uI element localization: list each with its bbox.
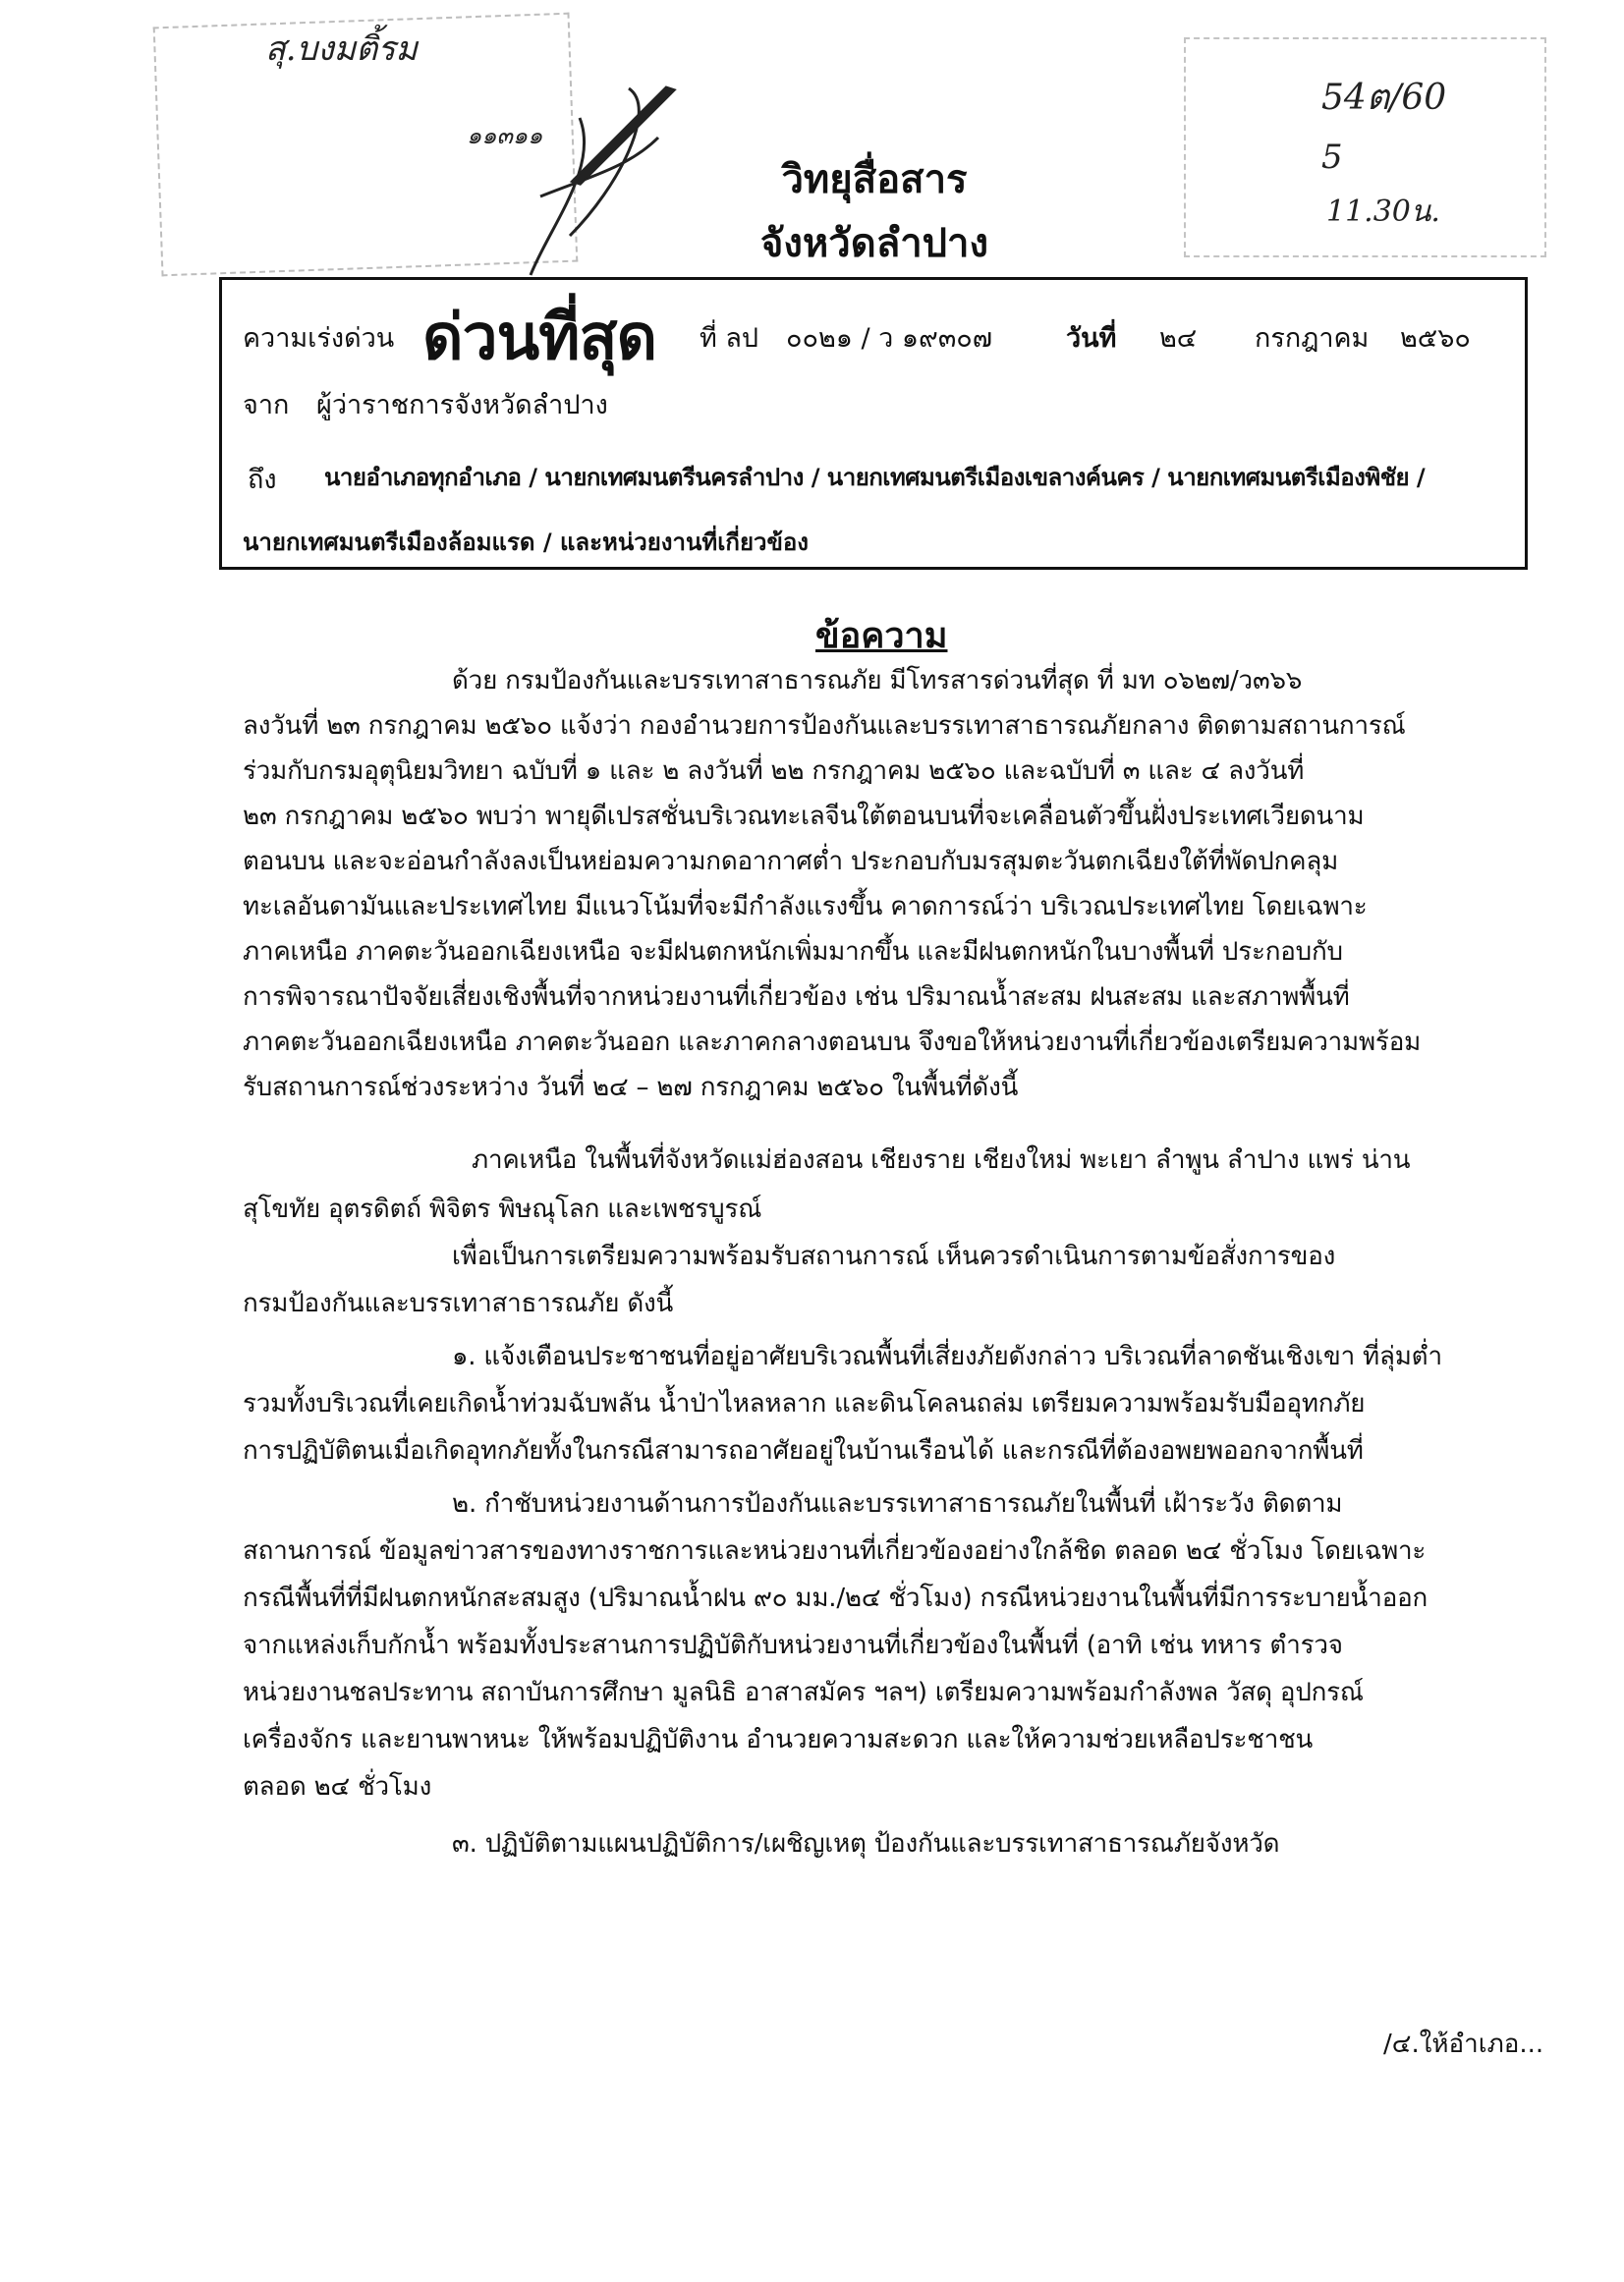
body-line: ๒๓ กรกฎาคม ๒๕๖๐ พบว่า พายุดีเปรสชั่นบริเวณทะเลจีนใต้ตอนบนที่จะเคลื่อนตัวขึ้นฝั่งประเทศเวียดนาม	[243, 802, 1365, 831]
stamp-time: 11.30น.	[1326, 195, 1440, 229]
header-radio: วิทยุสื่อสาร	[781, 157, 968, 202]
body-line: รวมทั้งบริเวณที่เคยเกิดน้ำท่วมฉับพลัน น้ำป่าไหลหลาก และดินโคลนถล่ม เตรียมความพร้อมรับมืออุทกภัย	[243, 1389, 1366, 1419]
handwritten-note: สุ.บงมติ้รม	[265, 29, 418, 69]
body-line: เพื่อเป็นการเตรียมความพร้อมรับสถานการณ์ เห็นควรดำเนินการตามข้อสั่งการของ	[452, 1242, 1336, 1271]
body-line: กรณีพื้นที่ที่มีฝนตกหนักสะสมสูง (ปริมาณน้ำฝน ๙๐ มม./๒๔ ชั่วโมง) กรณีหน่วยงานในพื้นที่มีการระบายน้ำออก	[243, 1584, 1428, 1613]
body-line: ร่วมกับกรมอุตุนิยมวิทยา ฉบับที่ ๑ และ ๒ ลงวันที่ ๒๒ กรกฎาคม ๒๕๖๐ และฉบับที่ ๓ และ ๔ ลงวันที่	[243, 756, 1305, 786]
date-label: วันที่	[1066, 323, 1117, 354]
ref-label: ที่ ลป	[700, 323, 759, 354]
body-line: ตอนบน และจะอ่อนกำลังลงเป็นหย่อมความกดอากาศต่ำ ประกอบกับมรสุมตะวันตกเฉียงใต้ที่พัดปกคลุม	[243, 847, 1339, 876]
body-line: สถานการณ์ ข้อมูลข่าวสารของทางราชการและหน่วยงานที่เกี่ยวข้องอย่างใกล้ชิด ตลอด ๒๔ ชั่วโมง โดยเฉพาะ	[243, 1536, 1427, 1566]
body-line: ภาคเหนือ ในพื้นที่จังหวัดแม่ฮ่องสอน เชียงราย เชียงใหม่ พะเยา ลำพูน ลำปาง แพร่ น่าน	[472, 1145, 1411, 1175]
ref-value: ๐๐๒๑ / ว ๑๙๓๐๗	[786, 323, 993, 354]
body-line: ภาคเหนือ ภาคตะวันออกเฉียงเหนือ จะมีฝนตกหนักเพิ่มมากขึ้น และมีฝนตกหนักในบางพื้นที่ ประกอบกับ	[243, 937, 1343, 967]
urgency-value: ด่วนที่สุด	[422, 302, 657, 374]
body-line: ภาคตะวันออกเฉียงเหนือ ภาคตะวันออก และภาคกลางตอนบน จึงขอให้หน่วยงานที่เกี่ยวข้องเตรียมความพร้อม	[243, 1028, 1422, 1057]
body-line: ด้วย กรมป้องกันและบรรเทาสาธารณภัย มีโทรสารด่วนที่สุด ที่ มท ๐๖๒๗/ว๓๖๖	[452, 666, 1303, 696]
body-line: ๓. ปฏิบัติตามแผนปฏิบัติการ/เผชิญเหตุ ป้องกันและบรรเทาสาธารณภัยจังหวัด	[452, 1829, 1280, 1859]
body-line: ๒. กำชับหน่วยงานด้านการป้องกันและบรรเทาสาธารณภัยในพื้นที่ เฝ้าระวัง ติดตาม	[452, 1489, 1343, 1519]
to-recipients-line1: นายอำเภอทุกอำเภอ / นายกเทศมนตรีนครลำปาง / นายกเทศมนตรีเมืองเขลางค์นคร / นายกเทศมนตรีเมืองพิชัย /	[324, 464, 1426, 491]
body-line: ลงวันที่ ๒๓ กรกฎาคม ๒๕๖๐ แจ้งว่า กองอำนวยการป้องกันและบรรเทาสาธารณภัยกลาง ติดตามสถานการณ์	[243, 711, 1406, 741]
message-subject: ข้อความ	[815, 616, 948, 656]
urgency-label: ความเร่งด่วน	[243, 323, 395, 354]
body-line: เครื่องจักร และยานพาหนะ ให้พร้อมปฏิบัติงาน อำนวยความสะดวก และให้ความช่วยเหลือประชาชน	[243, 1725, 1314, 1754]
to-label: ถึง	[248, 465, 277, 495]
to-recipients-line2: นายกเทศมนตรีเมืองล้อมแรด / และหน่วยงานที่เกี่ยวข้อง	[243, 529, 810, 556]
body-line: การพิจารณาปัจจัยเสี่ยงเชิงพื้นที่จากหน่วยงานที่เกี่ยวข้อง เช่น ปริมาณน้ำสะสม ฝนสะสม และสภาพพื้นที่	[243, 982, 1350, 1012]
stamp-date: 5	[1321, 138, 1343, 177]
body-line: การปฏิบัติตนเมื่อเกิดอุทกภัยทั้งในกรณีสามารถอาศัยอยู่ในบ้านเรือนได้ และกรณีที่ต้องอพยพออกจากพื้นที่	[243, 1436, 1364, 1466]
header-province: จังหวัดลำปาง	[759, 221, 989, 266]
date-year: ๒๕๖๐	[1400, 323, 1471, 354]
handwritten-number: ๑๑๓๑๑	[467, 122, 543, 149]
body-line: จากแหล่งเก็บกักน้ำ พร้อมทั้งประสานการปฏิบัติกับหน่วยงานที่เกี่ยวข้องในพื้นที่ (อาทิ เช่น ทหาร ตำรวจ	[243, 1631, 1343, 1660]
page-continuation: /๔.ให้อำเภอ...	[1383, 2030, 1544, 2059]
signature-mark: /	[574, 43, 675, 222]
body-line: ๑. แจ้งเตือนประชาชนที่อยู่อาศัยบริเวณพื้นที่เสี่ยงภัยดังกล่าว บริเวณที่ลาดชันเชิงเขา ที่ลุ่มต่ำ	[452, 1342, 1442, 1371]
from-label: จาก	[243, 390, 290, 420]
body-line: รับสถานการณ์ช่วงระหว่าง วันที่ ๒๔ – ๒๗ กรกฎาคม ๒๕๖๐ ในพื้นที่ดังนี้	[243, 1073, 1019, 1102]
from-value: ผู้ว่าราชการจังหวัดลำปาง	[316, 390, 608, 420]
body-line: ทะเลอันดามันและประเทศไทย มีแนวโน้มที่จะมีกำลังแรงขึ้น คาดการณ์ว่า บริเวณประเทศไทย โดยเฉพาะ	[243, 892, 1368, 921]
body-line: กรมป้องกันและบรรเทาสาธารณภัย ดังนี้	[243, 1289, 674, 1318]
body-line: หน่วยงานชลประทาน สถาบันการศึกษา มูลนิธิ อาสาสมัคร ฯลฯ) เตรียมความพร้อมกำลังพล วัสดุ อุปกรณ์	[243, 1678, 1364, 1707]
body-line: สุโขทัย อุตรดิตถ์ พิจิตร พิษณุโลก และเพชรบูรณ์	[243, 1195, 762, 1224]
body-line: ตลอด ๒๔ ชั่วโมง	[243, 1772, 432, 1802]
date-month: กรกฎาคม	[1255, 323, 1370, 354]
date-day: ๒๔	[1159, 323, 1198, 354]
stamp-number: 54ต/60	[1321, 78, 1447, 118]
